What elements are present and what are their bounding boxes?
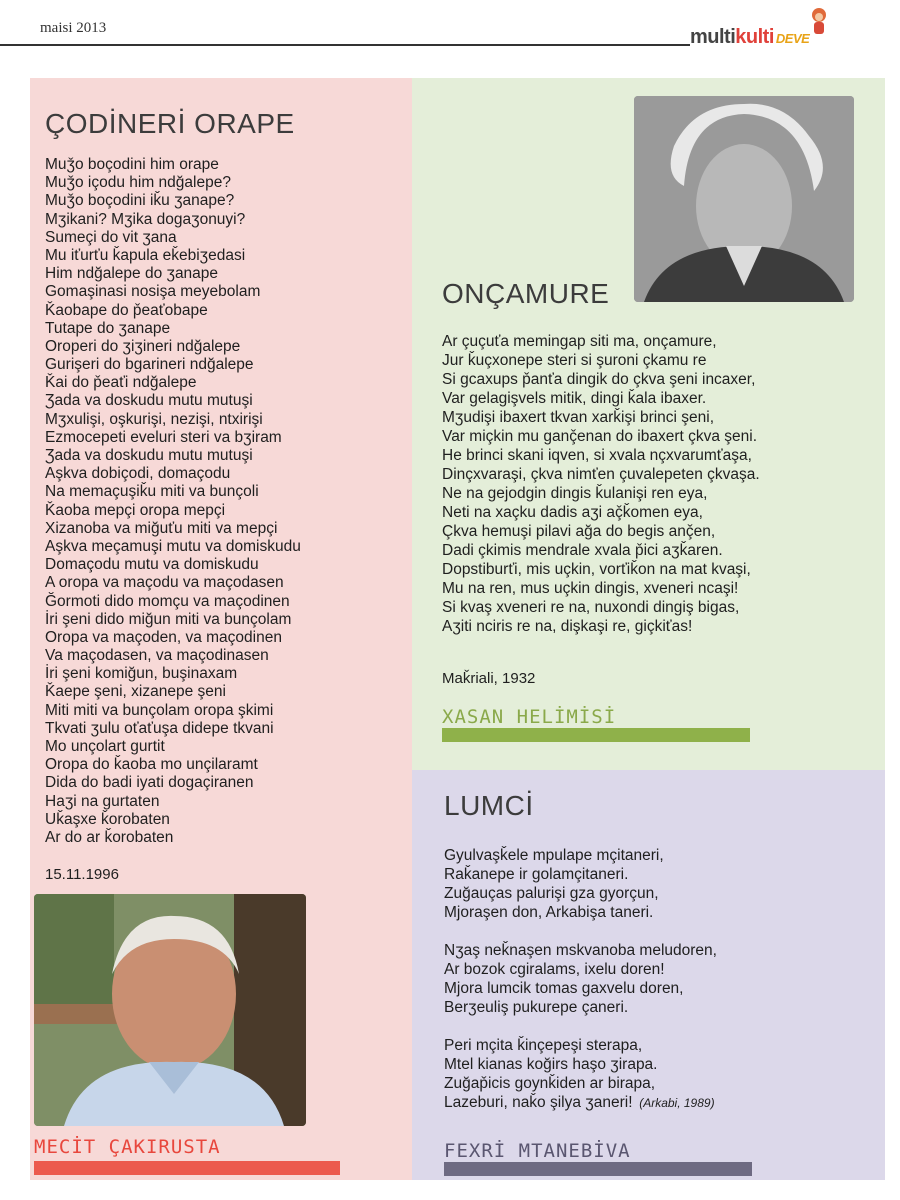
poem-place-date: Maǩriali, 1932 bbox=[442, 670, 536, 687]
mascot-icon bbox=[808, 6, 830, 36]
poem-line: Ʒada va doskudu mutu mutuşi bbox=[45, 392, 253, 410]
poem-line: Ǩaobape do p̌eaťobape bbox=[45, 301, 208, 319]
poem-title: ONÇAMURE bbox=[442, 278, 610, 309]
poem-line: Aşkva dobiçodi, domaçodu bbox=[45, 465, 231, 483]
poem-line: İri şeni dido miğun miti va bunçolam bbox=[45, 610, 292, 628]
poem-line: Ar bozok cgiralams, ixelu doren! bbox=[444, 961, 665, 978]
header-rule bbox=[0, 44, 690, 46]
poem-line: Zuğauças palurişi gza gyorçun, bbox=[444, 885, 659, 902]
logo-kulti: kulti bbox=[735, 26, 774, 48]
poem-line: Oropa do ǩaoba mo unçilaramt bbox=[45, 756, 258, 774]
poem-stanza bbox=[444, 846, 717, 922]
poem-line: Ǩai do p̌eaťi ndğalepe bbox=[45, 374, 197, 392]
author-bar bbox=[444, 1162, 752, 1176]
logo-deve: DEVE bbox=[775, 31, 810, 46]
poem-line: Raǩanepe ir golamçitaneri. bbox=[444, 866, 629, 883]
poem-line: Gomaşinasi nosişa meyebolam bbox=[45, 283, 261, 301]
poem-line: A oropa va maçodu va maçodasen bbox=[45, 574, 284, 592]
poem-line: Haʒi na gurtaten bbox=[45, 792, 160, 810]
poem-line: Mtel kianas koğirs haşo ʒirapa. bbox=[444, 1056, 658, 1073]
logo-multi: multi bbox=[690, 26, 736, 48]
poem-stanza bbox=[444, 941, 717, 1017]
poem-line: Xizanoba va miğuťu miti va mepçi bbox=[45, 519, 278, 537]
poem-line: Mjora lumcik tomas gaxvelu doren, bbox=[444, 980, 684, 997]
poem-line: Ʒada va doskudu mutu mutuşi bbox=[45, 447, 253, 464]
poem-line: Aʒiti nciris re na, dişkaşi re, giçkiťas! bbox=[442, 618, 693, 635]
poem-line: Aşkva meçamuşi mutu va domiskudu bbox=[45, 537, 301, 555]
poem-line: Uǩaşxe ǩorobaten bbox=[45, 810, 170, 828]
poem-panel-oncamure bbox=[412, 78, 885, 770]
author-name: MECİT ÇAKIRUSTA bbox=[34, 1136, 221, 1158]
author-name: XASAN HELİMİSİ bbox=[442, 706, 617, 728]
poem-line: Domaçodu mutu va domiskudu bbox=[45, 556, 259, 574]
poem-line: Ǩaoba mepçi oropa mepçi bbox=[45, 501, 226, 519]
poem-line: Mʒikani? Mʒika dogaʒonuyi? bbox=[45, 210, 246, 228]
poem-line: Muǯo içodu him ndğalepe? bbox=[45, 174, 231, 192]
author-bar bbox=[442, 728, 750, 742]
poem-line: Var gelagişvels mitik, dingi ǩala ibaxer. bbox=[442, 390, 707, 407]
poem-line: Ne na gejodgin dingis ǩulanişi ren eya, bbox=[442, 485, 708, 502]
poem-line: Tutape do ʒanape bbox=[45, 319, 171, 337]
poem-line: Peri mçita ǩinçepeşi sterapa, bbox=[444, 1037, 643, 1054]
poem-line: Lazeburi, naǩo şilya ʒaneri! (Arkabi, 1989) bbox=[444, 1094, 715, 1111]
poem-line: Gurişeri do bgarineri ndğalepe bbox=[45, 356, 254, 374]
poem-line: Muǯo boçodini iǩu ʒanape? bbox=[45, 192, 235, 210]
poem-body bbox=[444, 846, 717, 1131]
magazine-logo bbox=[690, 26, 809, 49]
poem-body bbox=[442, 332, 760, 636]
poem-line: Ar do ar ǩorobaten bbox=[45, 828, 174, 846]
poem-line: Berʒeuliş pukurepe çaneri. bbox=[444, 999, 629, 1016]
poem-line: Si gcaxups p̌anťa dingik do çkva şeni incaxer, bbox=[442, 371, 756, 388]
author-photo bbox=[34, 894, 306, 1126]
poem-line: Çkva hemuşi pilavi ağa do begis anç̌en, bbox=[442, 523, 716, 540]
poem-panel-lumci bbox=[412, 770, 885, 1180]
poem-line: Mʒxulişi, oşkurişi, nezişi, ntxirişi bbox=[45, 410, 263, 428]
poem-line: Mʒudişi ibaxert tkvan xarǩişi brinci şeni, bbox=[442, 409, 715, 426]
poem-line: Sumeçi do vit ʒana bbox=[45, 228, 177, 246]
poem-title: ÇODİNERİ ORAPE bbox=[45, 108, 295, 139]
poem-title: LUMCİ bbox=[444, 790, 534, 821]
poem-line: Na memaçuşiǩu miti va bunçoli bbox=[45, 483, 259, 501]
issue-date: maisi 2013 bbox=[40, 20, 107, 36]
poem-line: Muǯo boçodini him orape bbox=[45, 156, 219, 173]
poem-line: Mu iťurťu ǩapula eǩebiʒedasi bbox=[45, 246, 246, 264]
poem-body bbox=[45, 156, 301, 847]
poem-line: Oroperi do ʒiʒineri ndğalepe bbox=[45, 337, 241, 355]
poem-line: Mu na ren, mus uçkin dingis, xveneri ncaşi! bbox=[442, 580, 739, 597]
poem-line: Dida do badi iyati dogaçiranen bbox=[45, 774, 254, 792]
author-bar bbox=[34, 1161, 340, 1175]
poem-line: İri şeni komiğun, buşinaxam bbox=[45, 665, 238, 683]
poem-line: Ǩaepe şeni, xizanepe şeni bbox=[45, 683, 226, 701]
poem-line: Ar çuçuťa memingap siti ma, onçamure, bbox=[442, 333, 717, 350]
page-header bbox=[0, 0, 900, 60]
poem-stanza bbox=[444, 1036, 717, 1112]
poem-line: Dopstiburťi, mis uçkin, vorťiǩon na mat kvaşi, bbox=[442, 561, 751, 578]
poem-line: Oropa va maçoden, va maçodinen bbox=[45, 628, 282, 646]
poem-line: Zuğap̌icis goynǩiden ar birapa, bbox=[444, 1075, 656, 1092]
poem-line: Var miçkin mu ganç̌enan do ibaxert çkva şeni. bbox=[442, 428, 758, 445]
poem-line: Him ndğalepe do ʒanape bbox=[45, 265, 219, 283]
poem-line: Mo unçolart gurtit bbox=[45, 738, 165, 755]
author-photo bbox=[634, 96, 854, 302]
poem-line: Dadi çkimis mendrale xvala p̌ici aʒǩaren. bbox=[442, 542, 723, 559]
author-name: FEXRİ MTANEBİVA bbox=[444, 1140, 631, 1162]
poem-line: Va maçodasen, va maçodinasen bbox=[45, 647, 269, 665]
poem-line: Tkvati ʒulu oťaťuşa didepe tkvani bbox=[45, 719, 274, 737]
poem-line: Mjoraşen don, Arkabişa taneri. bbox=[444, 904, 654, 921]
poem-line: Dinçxvaraşi, çkva nimťen çuvalepeten çkvaşa. bbox=[442, 466, 760, 483]
poem-line: Si kvaş xveneri re na, nuxondi dingiş bigas, bbox=[442, 599, 740, 616]
poem-source: (Arkabi, 1989) bbox=[632, 1096, 715, 1110]
poem-date: 15.11.1996 bbox=[45, 866, 119, 883]
poem-line: Ğormoti dido momçu va maçodinen bbox=[45, 592, 290, 610]
poem-panel-codineri bbox=[30, 78, 412, 1180]
poem-line: Jur ǩuçxonepe steri si şuroni çkamu re bbox=[442, 352, 707, 369]
poem-line: Nʒaş neǩnaşen mskvanoba meludoren, bbox=[444, 942, 717, 959]
poem-line: Ezmocepeti eveluri steri va bʒiram bbox=[45, 428, 282, 446]
poem-line: He brinci skani iqven, si xvala nçxvarumťaşa, bbox=[442, 447, 752, 464]
poem-line: Gyulvaşǩele mpulape mçitaneri, bbox=[444, 847, 664, 864]
poem-line: Neti na xaçku dadis aʒi aç̌ǩomen eya, bbox=[442, 504, 703, 521]
poem-line: Miti miti va bunçolam oropa şkimi bbox=[45, 701, 274, 719]
